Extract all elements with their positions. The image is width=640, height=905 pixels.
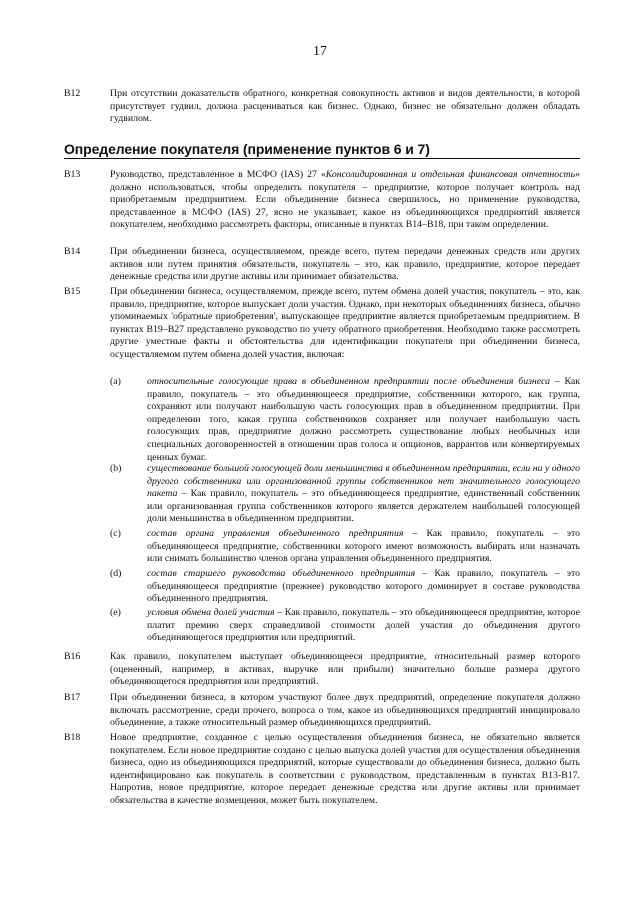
list-item-a [110, 376, 580, 464]
item-term: состав старшего руководства объединенного предприятия [147, 568, 416, 579]
item-label: (b) [110, 463, 122, 474]
paragraph-b16 [64, 651, 580, 689]
paragraph-text: При объединении бизнеса, осуществляемом, прежде всего, путем обмена долей участия, покупатель – это, как правило, предприятие, которое выпускает доли участия. Однако, при некоторых объединениях бизнеса, обычно упоминаемых 'обратные приобретения', выпускающее предприятие является приобретаемым предприятием. В пунктах B19–B27 представлено руководство по учету обратного приобретения. Необходимо также рассмотреть другие уместные факты и обстоятельства для идентификации покупателя при объединении бизнеса, осуществляемом путем обмена долей участия, включая: [110, 286, 580, 360]
item-label: (d) [110, 568, 122, 579]
paragraph-text: Как правило, покупателем выступает объединяющееся предприятие, относительный размер которого (оцененный, например, в активах, выручке или прибыли) значительно больше размера другого объединяющегося предприятия или предприятий. [110, 651, 580, 688]
item-term: условия обмена долей участия [147, 607, 275, 618]
item-description: – Как правило, покупатель – это объединяющееся предприятие, собственники которого имеют возможность выбирать или назначать или снимать большинство членов органа управления объединенного предприятия. [147, 528, 581, 565]
paragraph-text-start: Руководство, представленное в МСФО (IAS) 27 « [110, 169, 326, 180]
paragraph-id: B12 [64, 88, 81, 99]
item-term: состав органа управления объединенного предприятия [147, 528, 404, 539]
paragraph-id: B17 [64, 692, 81, 703]
item-description: – Как правило, покупатель – это объединяющееся предприятие, собственники которого, как группа, сохраняют или получают наибольшую часть голосующих прав в объединенном предприятии. При определении того, какая группа собственников сохраняет или получает наибольшую часть голосующих прав, предприятие должно рассмотреть существование любых необычных или специальных договоренностей в отношении прав голоса и опционов, варрантов или конвертируемых ценных бумаг. [147, 376, 581, 463]
paragraph-b14 [64, 246, 580, 284]
list-item-c [110, 528, 580, 566]
item-label: (a) [110, 376, 121, 387]
paragraph-text: Новое предприятие, созданное с целью осуществления объединения бизнеса, не обязательно является покупателем. Если новое предприятие создано с целью выпуска долей участия для осуществления объединения бизнеса, одно из объединяющихся предприятий, которые существовали до объединения бизнеса, должно быть идентифицировано как покупатель в соответствии с руководством, представленным в пунктах B13-B17. Напротив, новое предприятие, которое передает денежные средства или другие активы или принимает обязательства в качестве возмещения, может быть покупателем. [110, 732, 580, 806]
paragraph-id: B15 [64, 286, 81, 297]
paragraph-b12 [64, 88, 580, 126]
paragraph-text [110, 169, 580, 232]
item-text [147, 528, 580, 566]
list-item-d [110, 568, 580, 606]
paragraph-b18 [64, 732, 580, 808]
paragraph-text: При объединении бизнеса, в котором участвуют более двух предприятий, определение покупателя должно включать рассмотрение, среди прочего, вопроса о том, какое из объединяющихся предприятий инициировало объединение, а также относительный размер объединяющихся предприятий. [110, 692, 580, 729]
item-label: (c) [110, 528, 121, 539]
item-term: существование большой голосующей доли меньшинства в объединенном предприятии, если ни у одного другого собственника или организованной группы собственников нет значительного голосующего пакета [147, 463, 580, 500]
standard-title-italic: Консолидированная и отдельная финансовая отчетность [325, 169, 576, 180]
paragraph-b13 [64, 169, 580, 232]
paragraph-text: При объединении бизнеса, осуществляемом, прежде всего, путем передачи денежных средств или других активов или путем принятия обязательств, покупатель – это, как правило, предприятие, которое передает денежные средства или другие активы или принимает обязательства. [110, 246, 580, 283]
page-number: 17 [313, 44, 327, 59]
paragraph-b17 [64, 692, 580, 730]
item-term: относительные голосующие права в объединенном предприятии после объединения бизнеса [147, 376, 550, 387]
item-text [147, 376, 580, 464]
paragraph-id: B14 [64, 246, 81, 257]
paragraph-b15 [64, 286, 580, 362]
item-label: (e) [110, 607, 121, 618]
item-text [147, 607, 580, 645]
paragraph-text: При отсутствии доказательств обратного, конкретная совокупность активов и видов деятельности, в которой присутствует гудвил, должна расцениваться как бизнес. Однако, бизнес не обязательно должен обладать гудвилом. [110, 88, 580, 125]
item-description: – Как правило, покупатель – это объединяющееся предприятие (прежнее) руководство которого доминирует в составе руководства объединенного предприятия. [147, 568, 580, 605]
list-item-b [110, 463, 580, 526]
item-description: – Как правило, покупатель – это объединяющееся предприятие, которое платит премию сверх справедливой стоимости долей участия до объединения другого объединяющегося предприятия или предприятий. [147, 607, 581, 644]
section-heading: Определение покупателя (применение пунктов 6 и 7) [64, 141, 580, 159]
item-text [147, 568, 580, 606]
paragraph-id: B16 [64, 651, 81, 662]
list-item-e [110, 607, 580, 645]
paragraph-text-rest: » должно использоваться, чтобы определить покупателя – предприятие, которое получает контроль над приобретаемым предприятием. Если объединение бизнеса свершилось, но применение руководства, представленное в МСФО (IAS) 27, ясно не указывает, какое из объединяющихся предприятий является покупателем, необходимо рассмотреть факторы, описанные в пунктах B14–B18, при таком определении. [110, 169, 580, 231]
paragraph-id: B13 [64, 169, 81, 180]
item-text [147, 463, 580, 526]
item-description: – Как правило, покупатель – это объединяющееся предприятие, единственный собственник или организованная группа собственников которого является держателем наибольшей голосующей доли меньшинства в объединенном предприятии. [147, 488, 580, 525]
paragraph-id: B18 [64, 732, 81, 743]
